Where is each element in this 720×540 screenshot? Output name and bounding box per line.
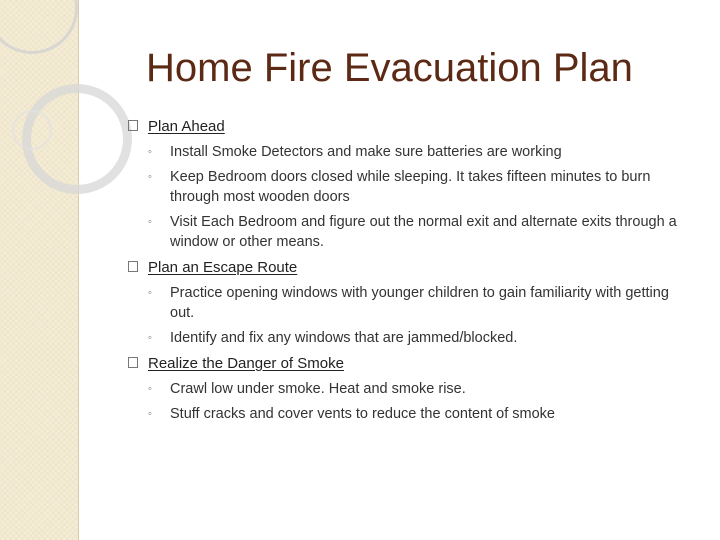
square-bullet-icon bbox=[128, 261, 138, 272]
list-item: ◦ Identify and fix any windows that are jammed/blocked. bbox=[148, 330, 518, 346]
list-item: ◦ Visit Each Bedroom and figure out the normal exit and alternate exits through a window or other means. bbox=[148, 214, 677, 250]
circle-bullet-icon: ◦ bbox=[148, 171, 152, 183]
circle-bullet-icon: ◦ bbox=[148, 383, 152, 395]
circle-bullet-icon: ◦ bbox=[148, 287, 152, 299]
circle-bullet-icon: ◦ bbox=[148, 408, 152, 420]
list-item: ◦ Stuff cracks and cover vents to reduce the content of smoke bbox=[148, 406, 555, 422]
square-bullet-icon bbox=[128, 357, 138, 368]
section-heading-smoke-danger: Realize the Danger of Smoke bbox=[128, 353, 688, 374]
list-item: ◦ Install Smoke Detectors and make sure batteries are working bbox=[148, 144, 562, 160]
decorative-ring bbox=[12, 110, 52, 150]
circle-bullet-icon: ◦ bbox=[148, 332, 152, 344]
slide-body bbox=[128, 116, 688, 424]
section-heading-escape-route: Plan an Escape Route bbox=[128, 257, 688, 278]
slide-title: Home Fire Evacuation Plan bbox=[146, 46, 633, 90]
square-bullet-icon bbox=[128, 120, 138, 131]
list-item: ◦ Keep Bedroom doors closed while sleeping. It takes fifteen minutes to burn through most wooden doors bbox=[148, 169, 651, 205]
decorative-side-band bbox=[0, 0, 79, 540]
list-item: ◦ Practice opening windows with younger children to gain familiarity with getting out. bbox=[148, 285, 669, 321]
list-item: ◦ Crawl low under smoke. Heat and smoke rise. bbox=[148, 381, 466, 397]
circle-bullet-icon: ◦ bbox=[148, 146, 152, 158]
circle-bullet-icon: ◦ bbox=[148, 216, 152, 228]
section-heading-plan-ahead: Plan Ahead bbox=[128, 116, 688, 137]
